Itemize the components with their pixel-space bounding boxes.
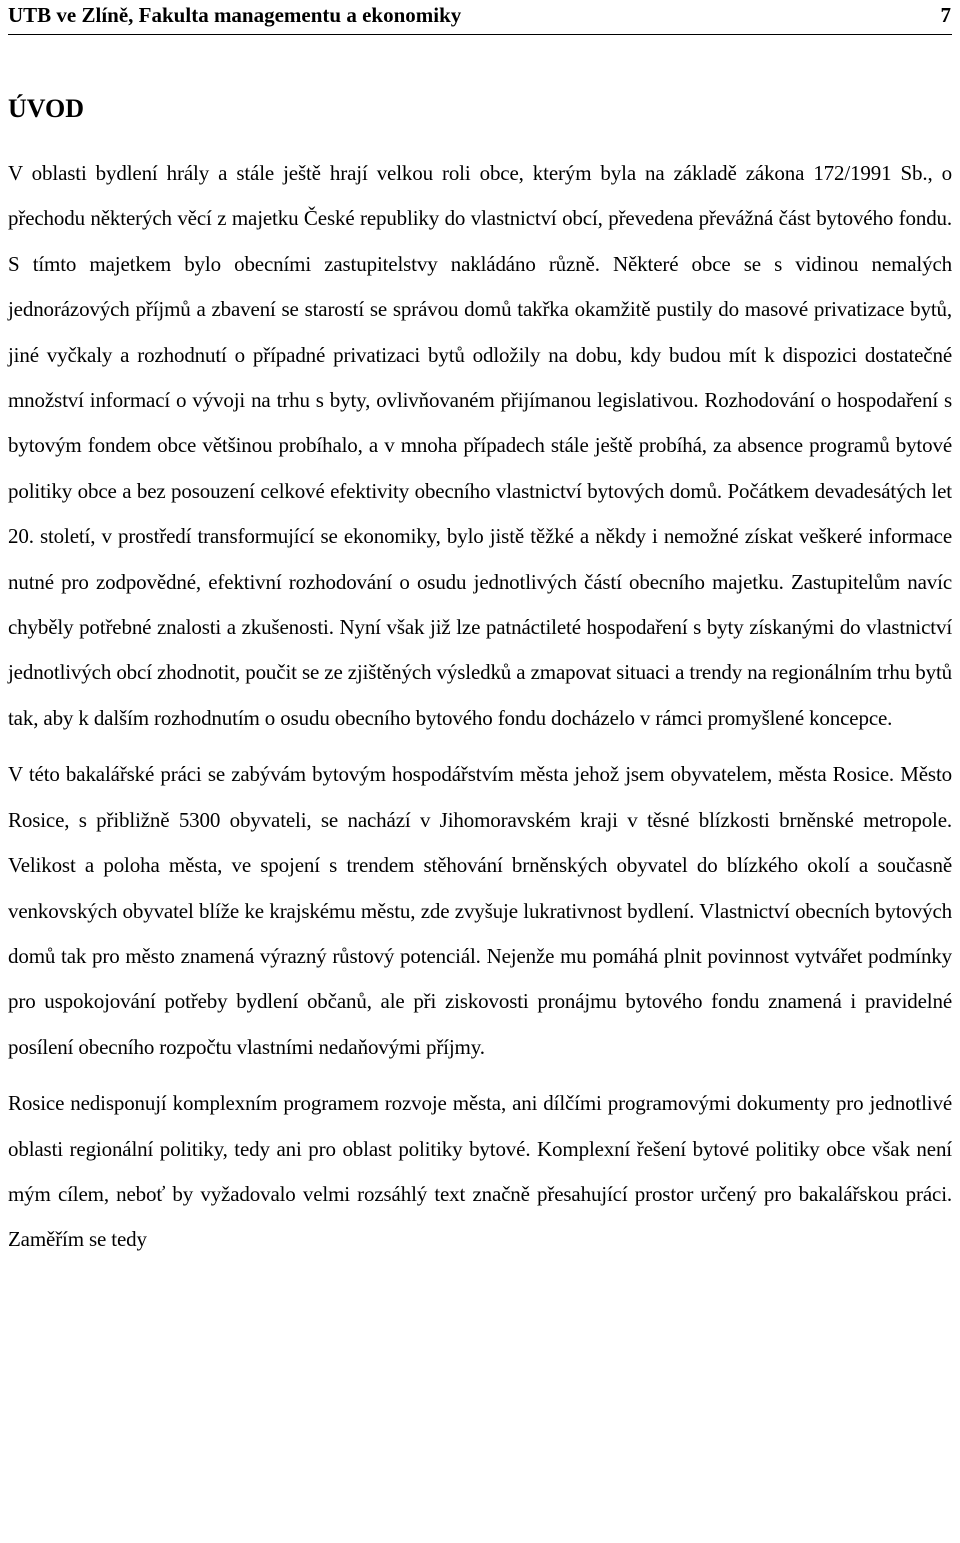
paragraph-3: Rosice nedisponují komplexním programem rozvoje města, ani dílčími programovými dokumenty pro jednotlivé oblasti regionální politiky, tedy ani pro oblast politiky bytové. Komplexní řešení bytové politiky obce však není mým cílem, neboť by vyžadovalo velmi rozsáhlý text značně přesahující prostor určený pro bakalářskou práci. Zaměřím se tedy [8, 1091, 952, 1252]
body-text [8, 151, 952, 1263]
header-title: UTB ve Zlíně, Fakulta managementu a ekonomiky [8, 3, 462, 27]
chapter-heading: ÚVOD [8, 94, 85, 123]
paragraph-1: V oblasti bydlení hrály a stále ještě hrají velkou roli obce, kterým byla na základě zákona 172/1991 Sb., o přechodu některých věcí z majetku České republiky do vlastnictví obcí, převedena převážná část bytového fondu. S tímto majetkem bylo obecními zastupitelstvy nakládáno různě. Některé obce se s vidinou nemalých jednorázových příjmů a zbavení se starostí se správou domů takřka okamžitě pustily do masové privatizace bytů, jiné vyčkaly a rozhodnutí o případné privatizaci bytů odložily na dobu, kdy budou mít k dispozici dostatečné množství informací o vývoji na trhu s byty, ovlivňovaném přijímanou legislativou. Rozhodování o hospodaření s bytovým fondem obce většinou probíhalo, a v mnoha případech stále ještě probíhá, za absence programů bytové politiky obce a bez posouzení celkové efektivity obecního vlastnictví bytových domů. Počátkem devadesátých let 20. století, v prostředí transformující se ekonomiky, bylo jistě těžké a někdy i nemožné získat veškeré informace nutné pro zodpovědné, efektivní rozhodování o osudu jednotlivých částí obecního majetku. Zastupitelům navíc chyběly potřebné znalosti a zkušenosti. Nyní však již lze patnáctileté hospodaření s byty získanými do vlastnictví jednotlivých obcí zhodnotit, poučit se ze zjištěných výsledků a zmapovat situaci a trendy na regionálním trhu bytů tak, aby k dalším rozhodnutím o osudu obecního bytového fondu docházelo v rámci promyšlené koncepce. [8, 161, 952, 730]
paragraph-2: V této bakalářské práci se zabývám bytovým hospodářstvím města jehož jsem obyvatelem, města Rosice. Město Rosice, s přibližně 5300 obyvateli, se nachází v Jihomoravském kraji v těsné blízkosti brněnské metropole. Velikost a poloha města, ve spojení s trendem stěhování brněnských obyvatel do blízkého okolí a současně venkovských obyvatel blíže ke krajskému městu, zde zvyšuje lukrativnost bydlení. Vlastnictví obecních bytových domů tak pro město znamená výrazný růstový potenciál. Nejenže mu pomáhá plnit povinnost vytvářet podmínky pro uspokojování potřeby bydlení občanů, ale při ziskovosti pronájmu bytového fondu znamená i pravidelné posílení obecního rozpočtu vlastními nedaňovými příjmy. [8, 762, 952, 1059]
running-header [8, 0, 952, 35]
page-number: 7 [940, 3, 951, 27]
